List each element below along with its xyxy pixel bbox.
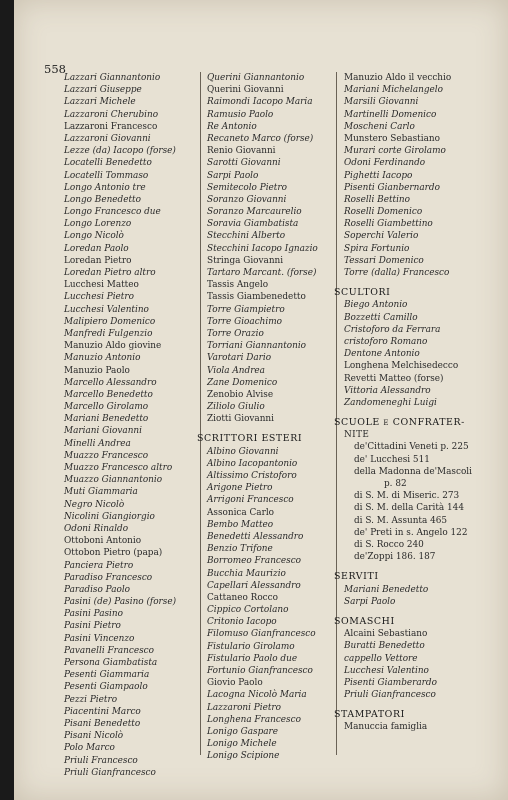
index-entry: Pisani Benedetto [64,718,141,729]
index-entry: Polo Marco [64,743,115,754]
index-entry: de' Lucchesi 511 [354,454,430,465]
index-entry: Longo Francesco due [64,207,161,218]
index-entry: Lazzaroni Giovanni [64,133,151,144]
index-entry: Manuzio Paolo [64,365,130,376]
section-heading-scultori: SCULTORI [334,287,391,299]
section-heading-serviti: SERVITI [334,571,379,583]
index-entry: Buratti Benedetto [344,641,425,652]
index-entry: Pasini (de) Pasino (forse) [64,597,177,608]
index-entry: Filomuso Gianfrancesco [207,629,316,640]
index-entry: Lazzari Michele [64,97,136,108]
section-heading-somaschi: SOMASCHI [334,615,395,627]
index-entry: Lacogna Nicolò Maria [207,690,307,701]
index-entry: Pesenti Giammaria [64,670,150,681]
index-entry: Sarpi Paolo [344,596,396,607]
index-entry: di S. M. della Carità 144 [354,503,464,514]
index-entry: Pighetti Iacopo [344,170,413,181]
index-entry: Negro Nicolò [64,499,125,510]
index-entry: Recaneto Marco (forse) [207,133,314,144]
index-entry: Tassis Giambenedetto [207,292,306,303]
index-entry: Biego Antonio [344,300,408,311]
index-entry: Tartaro Marcant. (forse) [207,268,317,278]
page-number: 558 [44,62,66,76]
index-entry: Borromeo Francesco [207,556,302,567]
index-entry: Mariani Benedetto [64,414,149,425]
index-entry: Tessari Domenico [344,255,424,266]
index-entry: Locatelli Benedetto [64,158,152,169]
index-entry: Torre (dalla) Francesco [344,268,450,278]
index-entry: Priuli Gianfrancesco [64,767,156,778]
index-entry: Malipiero Domenico [64,316,156,327]
index-entry: Pasini Pasino [64,609,123,620]
index-entry: Roselli Bettino [344,194,410,205]
index-entry: Persona Giambatista [64,658,158,668]
index-entry: Mariani Giovanni [64,426,142,437]
index-entry: Stringa Giovanni [207,255,284,266]
index-entry: Zandomeneghi Luigi [344,397,437,408]
index-entry: Albino Giovanni [207,446,279,457]
index-entry: Muazzo Francesco altro [64,463,173,473]
index-entry: di S. M. di Miseric. 273 [354,491,460,502]
index-entry: Ziliolo Giulio [207,402,265,413]
index-entry: Fortunio Gianfrancesco [207,666,313,677]
index-entry: Benedetti Alessandro [207,531,304,542]
index-entry: Muti Giammaria [64,487,138,498]
index-entry: Stecchini Iacopo Ignazio [207,243,318,254]
index-entry: Minelli Andrea [64,438,131,449]
index-entry: Pezzi Pietro [64,694,118,705]
index-entry: Fistulario Paolo due [207,653,298,664]
index-column-2 [197,72,337,763]
index-entry: Albino Iacopantonio [207,458,298,469]
index-entry: Marcello Girolamo [64,402,149,413]
index-entry: Longo Lorenzo [64,219,132,230]
index-entry: Arigone Pietro [207,483,273,494]
index-entry: Loredan Paolo [64,243,129,254]
index-entry: Marcello Alessandro [64,377,157,388]
index-column-1 [64,72,199,779]
index-entry: Lonigo Michele [207,739,277,750]
index-entry: Priuli Gianfrancesco [344,690,436,701]
index-entry: Lucchesi Matteo [64,280,139,291]
index-entry: Soranzo Giovanni [207,194,287,205]
index-entry: p. 82 [384,479,407,490]
index-entry: Manuzio Aldo giovine [64,341,162,352]
index-entry: Paradiso Francesco [64,572,153,583]
index-entry: Longo Nicolò [64,231,124,242]
index-entry: cappello Vettore [344,653,418,664]
index-entry: Muazzo Giannantonio [64,475,163,486]
index-entry: Lazzari Giuseppe [64,85,142,96]
index-entry: Torre Orazio [207,328,264,339]
index-entry: Manfredi Fulgenzio [64,328,153,339]
index-entry: Paradiso Paolo [64,584,131,595]
index-entry: Capellari Alessandro [207,580,301,591]
index-entry: cristoforo Romano [344,336,428,347]
index-entry: Lazzaroni Cherubino [64,109,159,120]
index-entry: Querini Giovanni [207,85,284,96]
index-entry: Odoni Rinaldo [64,523,129,534]
index-entry: Bembo Matteo [207,519,274,530]
index-entry: Panciera Pietro [64,560,134,571]
index-entry: Longo Antonio tre [64,182,146,193]
section-heading-scuole-cont: NITE [344,430,370,441]
index-entry: Longo Benedetto [64,194,141,205]
index-entry: Torriani Giannantonio [207,341,307,352]
index-entry: Lazzaroni Pietro [207,702,282,713]
index-entry: Martinelli Domenico [344,109,437,120]
index-entry: Stecchini Alberto [207,231,286,242]
index-entry: Manuzio Antonio [64,353,141,364]
index-entry: Pisenti Gianbernardo [344,182,440,193]
book-page [14,0,508,800]
index-entry: Zenobio Alvise [207,389,274,400]
index-entry: Priuli Francesco [64,755,138,766]
index-entry: Muazzo Francesco [64,450,149,461]
index-entry: di S. M. Assunta 465 [354,515,448,526]
index-entry: Alcaini Sebastiano [344,629,428,640]
index-entry: Odoni Ferdinando [344,158,426,169]
index-entry: Varotari Dario [207,353,272,364]
index-entry: Torre Gioachimo [207,316,282,327]
index-entry: Munstero Sebastiano [344,133,440,144]
index-entry: Lucchesi Valentino [344,665,429,676]
index-entry: Fistulario Girolamo [207,641,295,652]
section-heading-scuole: SCUOLE e CONFRATER- [334,417,465,429]
index-entry: Revetti Matteo (forse) [344,373,444,384]
section-heading-stampatori: STAMPATORI [334,709,405,721]
index-entry: Pesenti Giampaolo [64,682,148,693]
index-entry: Soranzo Marcaurelio [207,207,302,218]
index-entry: Nicolini Giangiorgio [64,511,155,522]
index-column-3 [334,72,494,734]
index-entry: Spira Fortunio [344,243,410,254]
index-entry: Vittoria Alessandro [344,385,431,396]
index-entry: Altissimo Cristoforo [207,471,297,482]
index-entry: Ottobon Pietro (papa) [64,548,163,559]
index-entry: Sarpi Paolo [207,170,259,181]
index-entry: Critonio Iacopo [207,617,277,628]
index-entry: Sarotti Giovanni [207,158,281,169]
index-entry: de'Cittadini Veneti p. 225 [354,442,469,453]
index-entry: Bozzetti Camillo [344,312,418,323]
index-entry: Marsili Giovanni [344,97,419,108]
index-entry: Cattaneo Rocco [207,592,278,603]
index-entry: Loredan Pietro [64,255,132,266]
index-entry: Torre Giampietro [207,304,285,315]
index-entry: Dentone Antonio [344,349,420,360]
index-entry: Roselli Giambettino [344,219,433,230]
index-entry: Manuccia famiglia [344,722,428,733]
index-entry: Manuzio Aldo il vecchio [344,73,452,83]
index-entry: Renio Giovanni [207,146,276,157]
index-entry: de'Zoppi 186. 187 [354,552,436,563]
index-entry: Lonigo Scipione [207,751,280,762]
index-entry: Semitecolo Pietro [207,182,287,193]
column-divider [200,72,201,755]
index-entry: de' Preti in s. Angelo 122 [354,527,468,538]
index-entry: Ottoboni Antonio [64,536,142,547]
index-entry: Moscheni Carlo [344,121,415,132]
index-entry: Loredan Pietro altro [64,268,156,278]
index-entry: Mariani Michelangelo [344,85,443,96]
index-entry: Mariani Benedetto [344,584,429,595]
index-entry: Lonigo Gaspare [207,726,279,737]
index-entry: Pisenti Giamberardo [344,677,437,688]
index-entry: Pasini Vincenzo [64,633,135,644]
index-entry: Tassis Angelo [207,280,269,291]
index-entry: Assonica Carlo [207,507,275,518]
index-entry: Zane Domenico [207,377,278,388]
index-entry: Murari corte Girolamo [344,146,446,157]
index-entry: di S. Rocco 240 [354,539,424,550]
index-entry: Giovio Paolo [207,678,263,689]
index-entry: Cristoforo da Ferrara [344,324,441,335]
index-entry: Soravia Giambatista [207,219,299,230]
index-entry: Pisani Nicolò [64,731,124,742]
index-entry: Benzio Trifone [207,544,273,555]
index-entry: Viola Andrea [207,365,265,376]
index-entry: Lazzari Giannantonio [64,73,161,83]
index-entry: Marcello Benedetto [64,389,153,400]
index-entry: Cippico Cortolano [207,605,289,616]
index-entry: Locatelli Tommaso [64,170,149,181]
index-entry: Lazzaroni Francesco [64,121,158,132]
index-entry: Ramusio Paolo [207,109,274,120]
section-heading-scrittori-esteri: SCRITTORI ESTERI [197,433,303,445]
index-entry: Lucchesi Pietro [64,292,134,303]
index-entry: Soperchi Valerio [344,231,419,242]
index-entry: Ziotti Giovanni [207,414,274,425]
index-entry: Raimondi Iacopo Maria [207,97,313,108]
index-entry: della Madonna de'Mascoli [354,466,472,477]
index-entry: Re Antonio [207,121,257,132]
index-entry: Querini Giannantonio [207,73,305,83]
index-entry: Piacentini Marco [64,706,141,717]
index-entry: Bucchia Maurizio [207,568,286,579]
index-entry: Lucchesi Valentino [64,304,149,315]
index-entry: Pasini Pietro [64,621,121,632]
index-entry: Lezze (da) Iacopo (forse) [64,146,176,157]
index-entry: Roselli Domenico [344,207,423,218]
index-entry: Longhena Melchisedecco [344,361,459,372]
index-entry: Arrigoni Francesco [207,495,294,506]
index-entry: Pavanelli Francesco [64,645,154,656]
index-entry: Longhena Francesco [207,714,301,725]
